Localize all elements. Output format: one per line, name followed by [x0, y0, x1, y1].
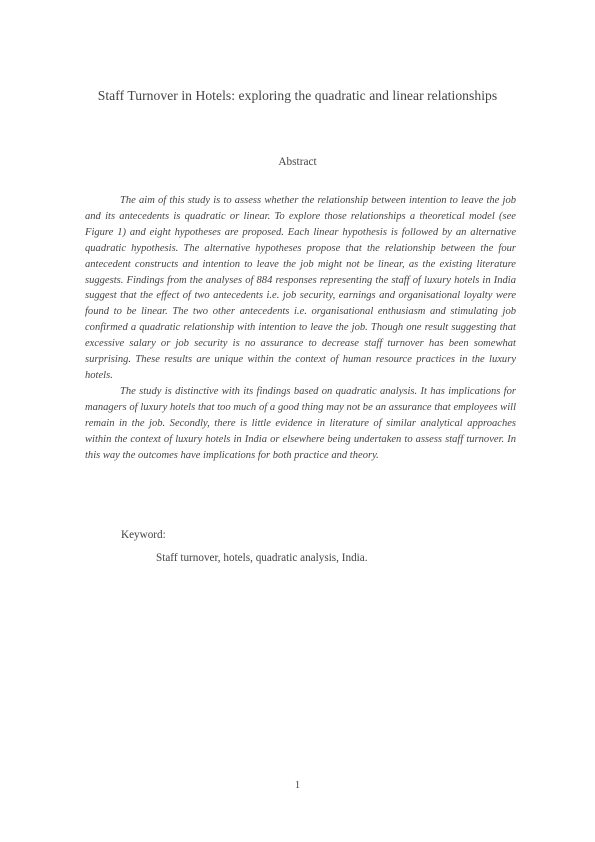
abstract-body: [85, 193, 516, 463]
page-number: 1: [294, 780, 301, 791]
keyword-list: Staff turnover, hotels, quadratic analysis, India.: [156, 552, 368, 564]
abstract-paragraph: The study is distinctive with its findings based on quadratic analysis. It has implications for managers of luxury hotels that too much of a good thing may not be an assurance that employees will remain in the job. Secondly, there is little evidence in literature of similar analytical approaches within the context of luxury hotels in India or elsewhere being undertaken to assess staff turnover. In this way the outcomes have implications for both practice and theory.: [85, 385, 516, 461]
abstract-heading: Abstract: [278, 156, 317, 168]
keyword-label: Keyword:: [121, 529, 166, 541]
paper-title: Staff Turnover in Hotels: exploring the quadratic and linear relationships: [97, 88, 498, 103]
abstract-paragraph: The aim of this study is to assess whether the relationship between intention to leave the job and its antecedents is quadratic or linear. To explore those relationships a theoretical model (see Figure 1) and eight hypotheses are proposed. Each linear hypothesis is followed by an alternative quadratic hypothesis. The alternative hypotheses propose that the relationship between the four antecedent constructs and intention to leave the job might not be linear, as the existing literature suggests. Findings from the analyses of 884 responses representing the staff of luxury hotels in India suggest that the effect of two antecedents i.e. job security, earnings and organisational loyalty were found to be linear. The two other antecedents i.e. organisational enthusiasm and stimulating job confirmed a quadratic relationship with intention to leave the job. Though one result suggesting that excessive salary or job security is no assurance to decrease staff turnover has been somewhat surprising. These results are unique within the context of human resource practices in the luxury hotels.: [85, 195, 516, 381]
